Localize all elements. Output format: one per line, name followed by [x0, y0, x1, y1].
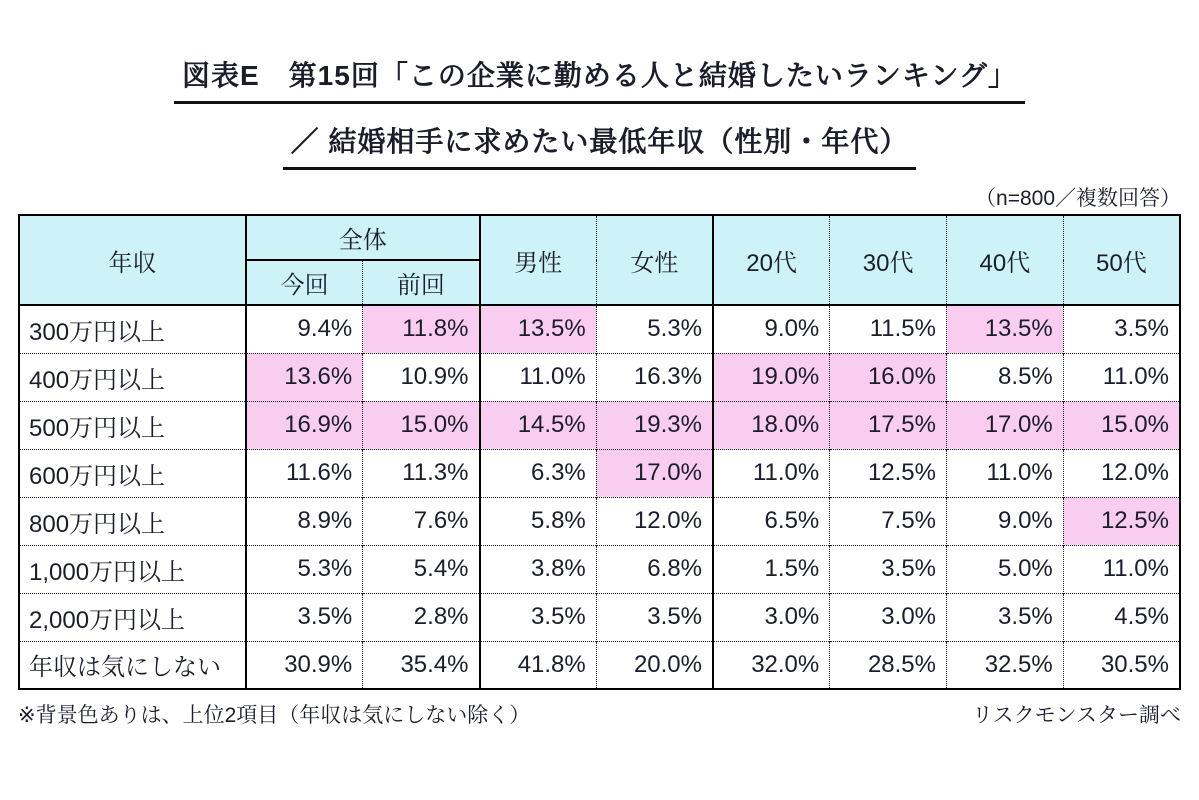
value-cell: 5.4%: [363, 545, 480, 593]
survey-table: [18, 214, 1181, 690]
value-cell: 19.0%: [713, 353, 830, 401]
value-cell: 7.5%: [830, 497, 947, 545]
value-cell: 16.9%: [246, 401, 363, 449]
value-cell: 5.0%: [947, 545, 1064, 593]
row-label: 400万円以上: [19, 353, 246, 401]
value-cell: 13.6%: [246, 353, 363, 401]
value-cell: 11.3%: [363, 449, 480, 497]
table-row: [19, 641, 1180, 689]
value-cell: 3.8%: [480, 545, 597, 593]
value-cell: 30.5%: [1063, 641, 1180, 689]
value-cell: 30.9%: [246, 641, 363, 689]
value-cell: 19.3%: [596, 401, 713, 449]
value-cell: 18.0%: [713, 401, 830, 449]
source-credit: リスクモンスター調べ: [972, 704, 1181, 727]
value-cell: 11.5%: [830, 305, 947, 353]
value-cell: 10.9%: [363, 353, 480, 401]
value-cell: 6.3%: [480, 449, 597, 497]
value-cell: 32.0%: [713, 641, 830, 689]
value-cell: 5.8%: [480, 497, 597, 545]
col-group-overall: 全体: [246, 215, 480, 260]
value-cell: 15.0%: [1063, 401, 1180, 449]
table-row: [19, 305, 1180, 353]
value-cell: 9.0%: [947, 497, 1064, 545]
value-cell: 11.6%: [246, 449, 363, 497]
value-cell: 17.5%: [830, 401, 947, 449]
value-cell: 8.9%: [246, 497, 363, 545]
value-cell: 32.5%: [947, 641, 1064, 689]
title-block: [0, 54, 1199, 104]
value-cell: 20.0%: [596, 641, 713, 689]
value-cell: 1.5%: [713, 545, 830, 593]
value-cell: 11.0%: [480, 353, 597, 401]
table-row: [19, 353, 1180, 401]
value-cell: 9.4%: [246, 305, 363, 353]
value-cell: 11.8%: [363, 305, 480, 353]
value-cell: 12.5%: [1063, 497, 1180, 545]
table-row: [19, 593, 1180, 641]
value-cell: 3.0%: [830, 593, 947, 641]
col-header-female: 女性: [596, 215, 713, 305]
value-cell: 41.8%: [480, 641, 597, 689]
value-cell: 11.0%: [713, 449, 830, 497]
row-label: 800万円以上: [19, 497, 246, 545]
value-cell: 3.0%: [713, 593, 830, 641]
col-header-50s: 50代: [1063, 215, 1180, 305]
value-cell: 7.6%: [363, 497, 480, 545]
value-cell: 12.0%: [596, 497, 713, 545]
col-header-income: 年収: [19, 215, 246, 305]
table-row: [19, 449, 1180, 497]
col-header-male: 男性: [480, 215, 597, 305]
value-cell: 5.3%: [596, 305, 713, 353]
value-cell: 35.4%: [363, 641, 480, 689]
value-cell: 17.0%: [596, 449, 713, 497]
value-cell: 15.0%: [363, 401, 480, 449]
table-row: [19, 545, 1180, 593]
col-header-current: 今回: [246, 260, 363, 305]
value-cell: 3.5%: [596, 593, 713, 641]
row-label: 年収は気にしない: [19, 641, 246, 689]
col-header-30s: 30代: [830, 215, 947, 305]
page-title-line2: ／ 結婚相手に求めたい最低年収（性別・年代）: [283, 120, 917, 170]
table-row: [19, 497, 1180, 545]
col-header-40s: 40代: [947, 215, 1064, 305]
row-label: 600万円以上: [19, 449, 246, 497]
value-cell: 11.0%: [1063, 353, 1180, 401]
value-cell: 11.0%: [1063, 545, 1180, 593]
value-cell: 28.5%: [830, 641, 947, 689]
value-cell: 8.5%: [947, 353, 1064, 401]
value-cell: 3.5%: [246, 593, 363, 641]
value-cell: 14.5%: [480, 401, 597, 449]
value-cell: 6.8%: [596, 545, 713, 593]
page-title-line1: 図表E 第15回「この企業に勤める人と結婚したいランキング」: [174, 54, 1025, 104]
value-cell: 13.5%: [947, 305, 1064, 353]
value-cell: 5.3%: [246, 545, 363, 593]
value-cell: 9.0%: [713, 305, 830, 353]
col-header-previous: 前回: [363, 260, 480, 305]
value-cell: 17.0%: [947, 401, 1064, 449]
col-header-20s: 20代: [713, 215, 830, 305]
value-cell: 16.0%: [830, 353, 947, 401]
table-header: [19, 215, 1180, 305]
value-cell: 6.5%: [713, 497, 830, 545]
value-cell: 3.5%: [1063, 305, 1180, 353]
highlight-legend-note: ※背景色ありは、上位2項目（年収は気にしない除く）: [18, 704, 531, 727]
value-cell: 11.0%: [947, 449, 1064, 497]
row-label: 1,000万円以上: [19, 545, 246, 593]
value-cell: 4.5%: [1063, 593, 1180, 641]
value-cell: 12.5%: [830, 449, 947, 497]
value-cell: 16.3%: [596, 353, 713, 401]
row-label: 2,000万円以上: [19, 593, 246, 641]
value-cell: 2.8%: [363, 593, 480, 641]
row-label: 500万円以上: [19, 401, 246, 449]
value-cell: 3.5%: [947, 593, 1064, 641]
sample-size-note: （n=800／複数回答）: [975, 187, 1181, 210]
value-cell: 3.5%: [830, 545, 947, 593]
value-cell: 13.5%: [480, 305, 597, 353]
subtitle-block: [0, 120, 1199, 170]
footer: [18, 699, 1181, 729]
header-row-1: [19, 215, 1180, 260]
table-row: [19, 401, 1180, 449]
table-body: [19, 305, 1180, 689]
row-label: 300万円以上: [19, 305, 246, 353]
value-cell: 12.0%: [1063, 449, 1180, 497]
value-cell: 3.5%: [480, 593, 597, 641]
